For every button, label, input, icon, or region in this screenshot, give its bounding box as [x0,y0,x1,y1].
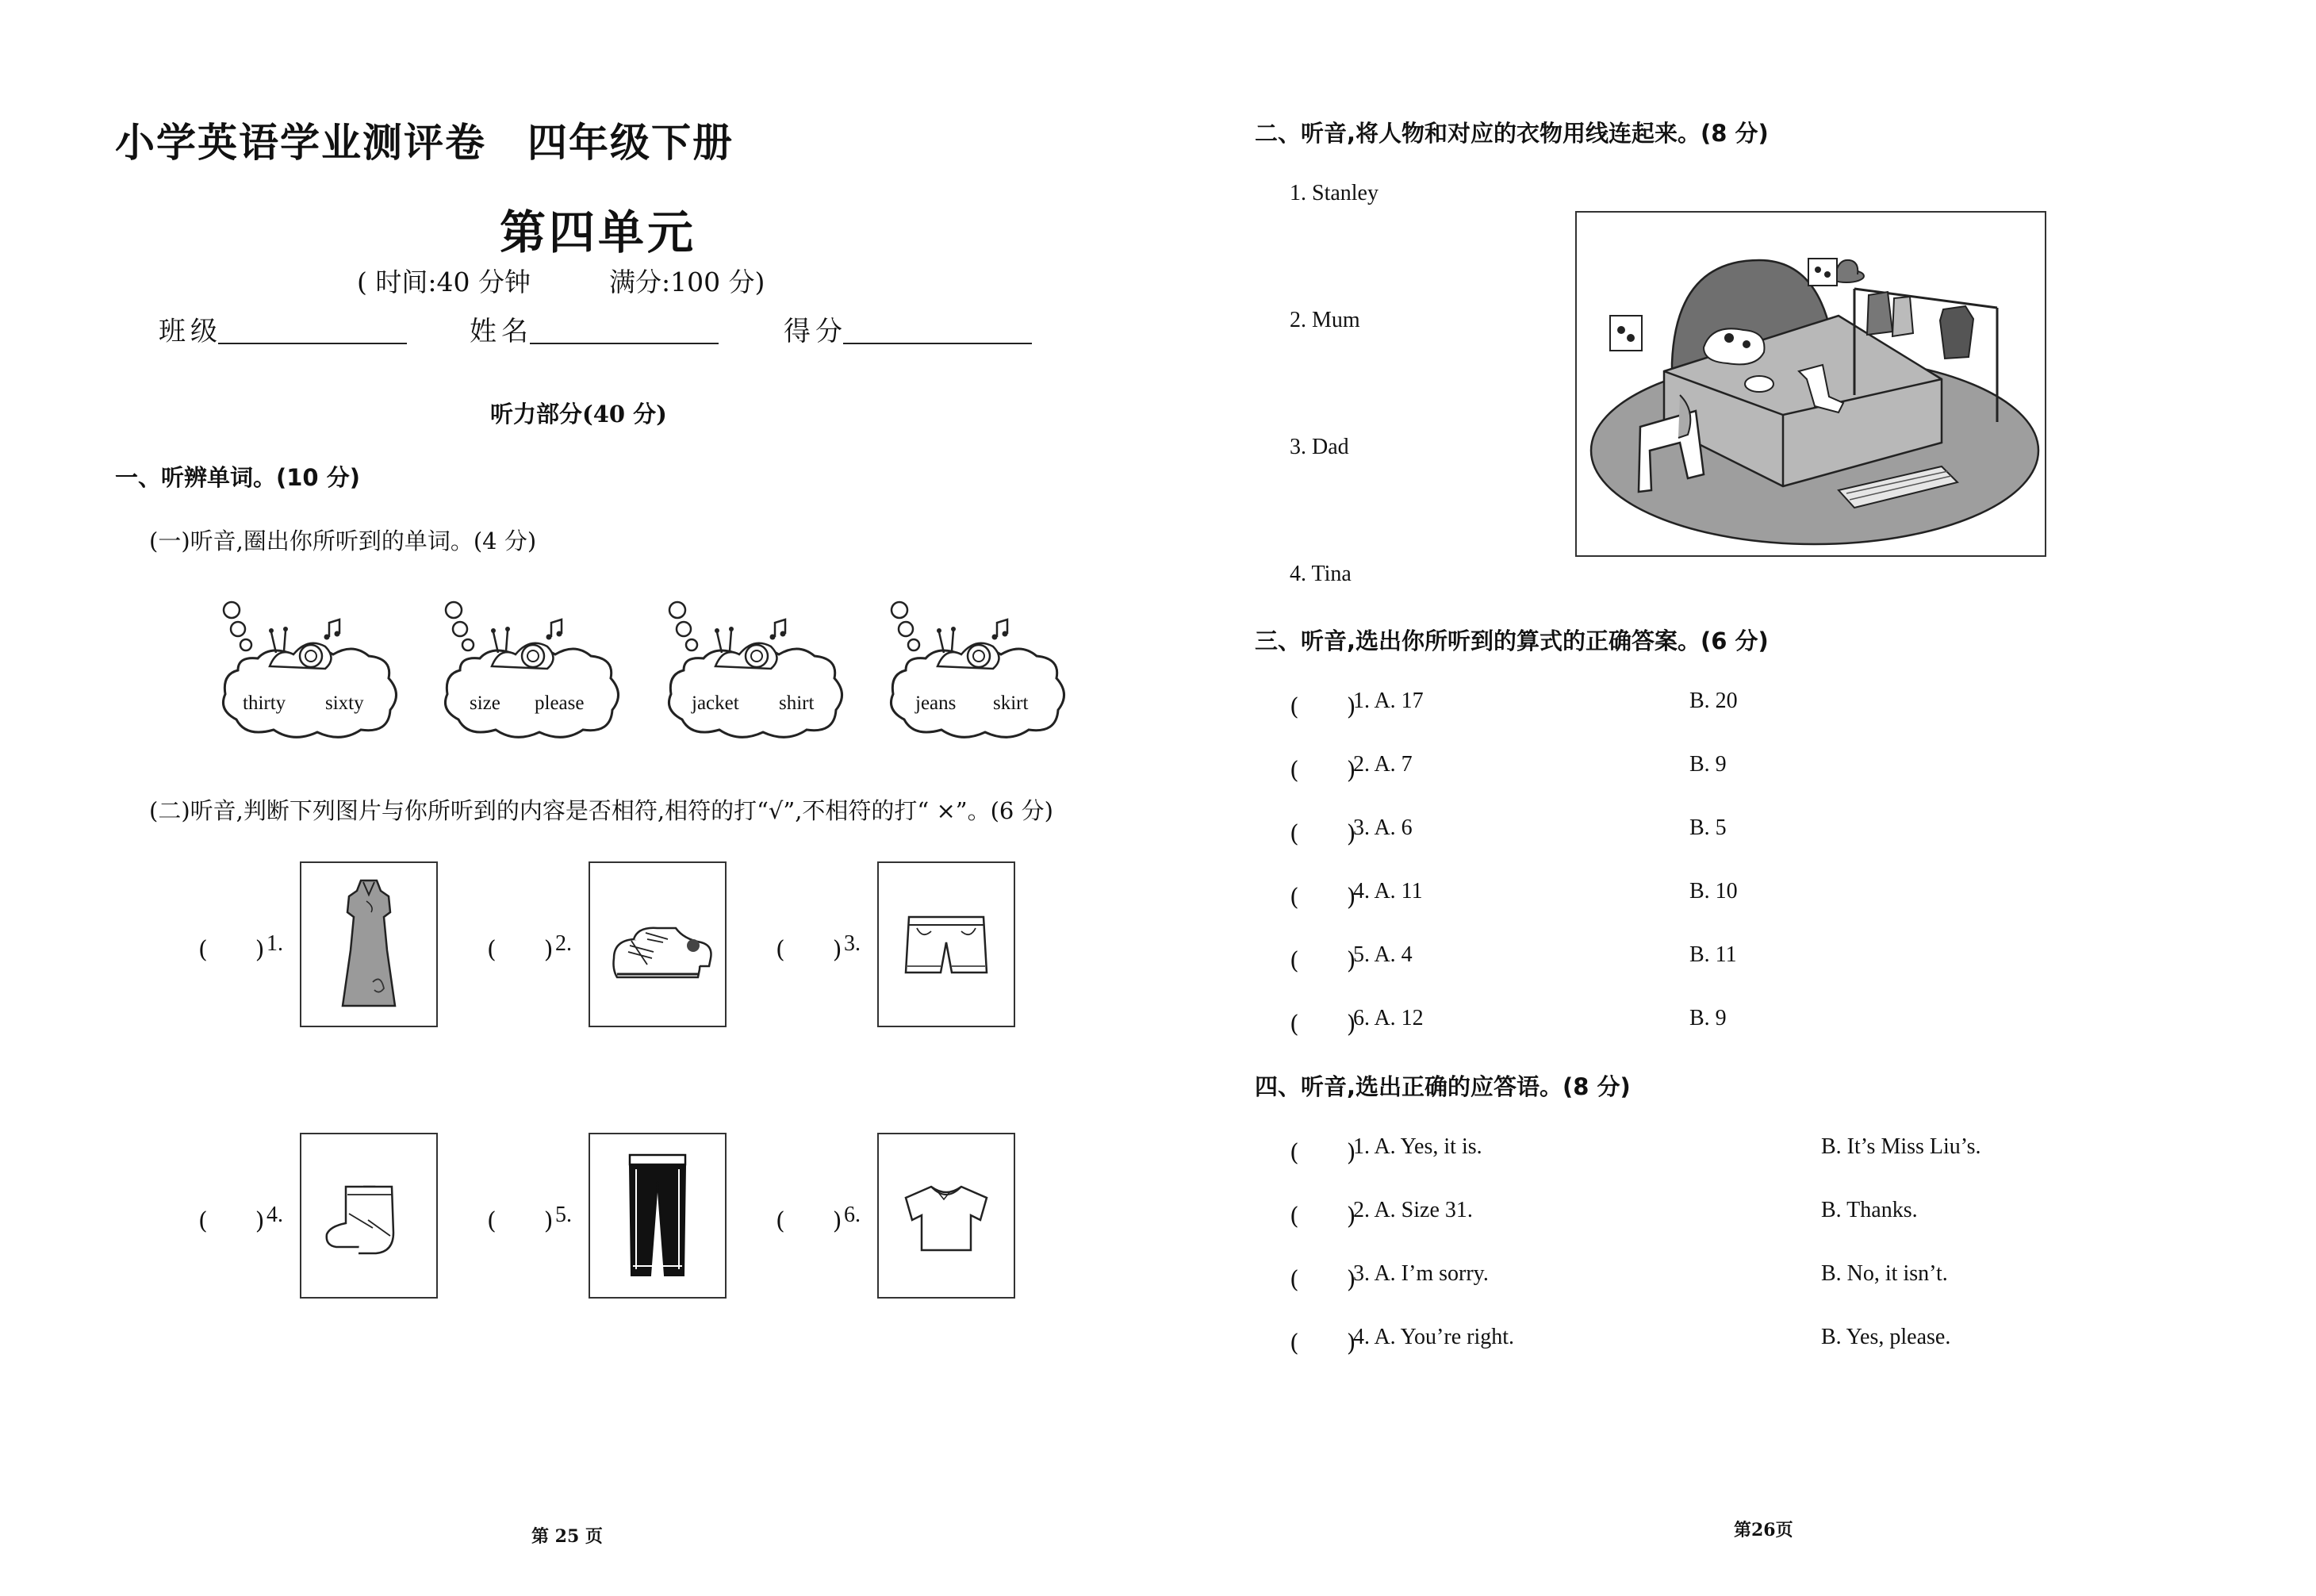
answer-paren[interactable]: ( ) [1290,693,1356,721]
answer-paren[interactable]: ( ) [1290,1266,1356,1294]
answer-paren[interactable]: ( ) [1290,820,1356,848]
option-a[interactable]: 1. A. 17 [1353,689,1424,713]
section3-title: 三、听音,选出你所听到的算式的正确答案。(6 分) [1255,627,1769,654]
answer-paren-2[interactable]: ( ) [487,936,554,964]
option-a[interactable]: 3. A. I’m sorry. [1353,1261,1489,1286]
picture-box-1 [300,861,438,1027]
picture-box-2 [589,861,727,1027]
person-dad[interactable]: 3. Dad [1290,435,1349,459]
person-tina[interactable]: 4. Tina [1290,562,1352,586]
picture-box-6 [877,1133,1015,1299]
option-b[interactable]: B. It’s Miss Liu’s. [1821,1134,1981,1159]
option-b[interactable]: B. Thanks. [1821,1198,1918,1222]
item-number-1: 1. [266,931,283,956]
answer-paren[interactable]: ( ) [1290,947,1356,975]
cloud-word-left[interactable]: thirty [243,692,286,714]
tshirt-icon [879,1134,1014,1297]
class-field-blank[interactable] [218,343,407,344]
answer-paren-6[interactable]: ( ) [776,1207,842,1235]
page-number-left: 第 25 页 [531,1526,603,1547]
cloud-word-left[interactable]: jacket [692,692,739,714]
page-number-right: 第26页 [1734,1520,1793,1540]
listening-part-header: 听力部分(40 分) [490,401,667,428]
answer-paren[interactable]: ( ) [1290,1011,1356,1038]
snail-cloud-icon [660,599,846,742]
person-mum[interactable]: 2. Mum [1290,308,1360,332]
snail-cloud-icon [882,599,1068,742]
item-number-5: 5. [555,1203,572,1227]
section1-title: 一、听辨单词。(10 分) [115,464,360,491]
item-number-6: 6. [844,1203,861,1227]
item-number-3: 3. [844,931,861,956]
cloud-word-left[interactable]: jeans [915,692,957,714]
cloud-word-right[interactable]: shirt [779,692,815,714]
answer-paren-4[interactable]: ( ) [198,1207,265,1235]
snail-cloud-icon [214,599,401,742]
name-field-blank[interactable] [530,343,719,344]
person-stanley[interactable]: 1. Stanley [1290,181,1378,205]
option-a[interactable]: 6. A. 12 [1353,1006,1424,1030]
option-b[interactable]: B. No, it isn’t. [1821,1261,1948,1286]
option-a[interactable]: 3. A. 6 [1353,815,1413,840]
score-field-blank[interactable] [843,343,1032,344]
item-number-4: 4. [266,1203,283,1227]
cloud-word-right[interactable]: skirt [993,692,1029,714]
exam-series-title: 小学英语学业测评卷 四年级下册 [115,119,734,166]
item-number-2: 2. [555,931,572,956]
cloud-word-left[interactable]: size [470,692,500,714]
option-b[interactable]: B. 11 [1689,942,1737,967]
class-field-label: 班级 [159,316,222,347]
answer-paren[interactable]: ( ) [1290,1329,1356,1357]
option-a[interactable]: 2. A. Size 31. [1353,1198,1473,1222]
bedroom-illustration-icon [1577,213,2045,555]
option-a[interactable]: 2. A. 7 [1353,752,1413,777]
answer-paren-3[interactable]: ( ) [776,936,842,964]
name-field-label: 姓名 [470,316,533,347]
dress-icon [301,863,436,1026]
picture-box-5 [589,1133,727,1299]
option-b[interactable]: B. Yes, please. [1821,1325,1951,1349]
socks-icon [301,1134,436,1297]
option-b[interactable]: B. 10 [1689,879,1738,904]
word-cloud-1 [214,599,401,742]
answer-paren-1[interactable]: ( ) [198,936,265,964]
option-a[interactable]: 1. A. Yes, it is. [1353,1134,1482,1159]
snail-cloud-icon [436,599,623,742]
section1-part2-instruction: (二)听音,判断下列图片与你所听到的内容是否相符,相符的打“√”,不相符的打“ ×”。(6 分) [149,797,1053,824]
option-a[interactable]: 5. A. 4 [1353,942,1413,967]
unit-title: 第四单元 [500,205,697,259]
section4-title: 四、听音,选出正确的应答语。(8 分) [1255,1073,1631,1100]
time-and-score-info: ( 时间:40 分钟 满分:100 分) [357,267,765,297]
option-b[interactable]: B. 9 [1689,1006,1727,1030]
word-cloud-3 [660,599,846,742]
cloud-word-right[interactable]: sixty [325,692,364,714]
picture-box-3 [877,861,1015,1027]
option-a[interactable]: 4. A. 11 [1353,879,1423,904]
section2-title: 二、听音,将人物和对应的衣物用线连起来。(8 分) [1255,120,1769,147]
picture-box-4 [300,1133,438,1299]
word-cloud-2 [436,599,623,742]
option-b[interactable]: B. 20 [1689,689,1738,713]
score-field-label: 得分 [784,316,847,347]
word-cloud-4 [882,599,1068,742]
option-b[interactable]: B. 9 [1689,752,1727,777]
answer-paren[interactable]: ( ) [1290,757,1356,785]
answer-paren-5[interactable]: ( ) [487,1207,554,1235]
section1-part1-instruction: (一)听音,圈出你所听到的单词。(4 分) [149,528,537,554]
cloud-word-right[interactable]: please [535,692,585,714]
pants-icon [590,1134,725,1297]
option-b[interactable]: B. 5 [1689,815,1727,840]
shoes-icon [590,863,725,1026]
bedroom-picture [1575,211,2046,557]
answer-paren[interactable]: ( ) [1290,884,1356,911]
shorts-icon [879,863,1014,1026]
answer-paren[interactable]: ( ) [1290,1203,1356,1230]
option-a[interactable]: 4. A. You’re right. [1353,1325,1515,1349]
answer-paren[interactable]: ( ) [1290,1139,1356,1167]
